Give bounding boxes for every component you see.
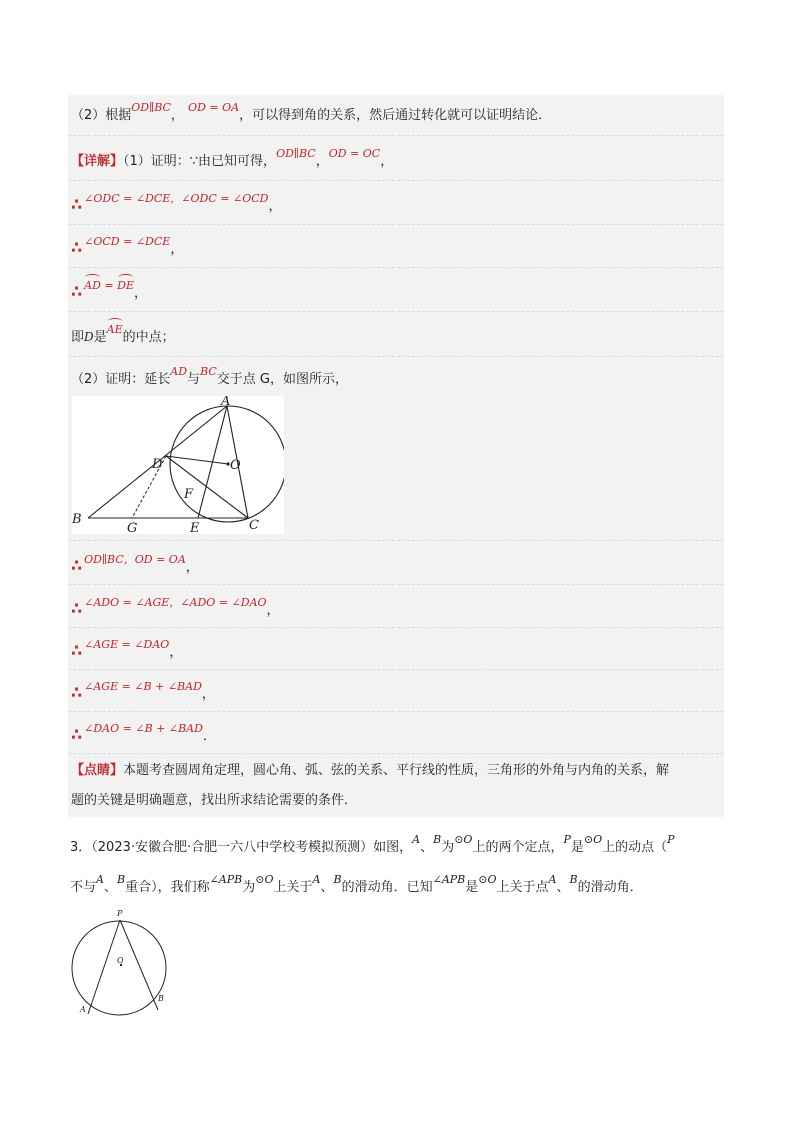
label-B: B (158, 994, 164, 1003)
math: A (312, 873, 321, 886)
step-line (71, 722, 216, 746)
step-line (71, 638, 183, 662)
text: 不与 (70, 880, 97, 895)
text: 重合），我们称 (125, 880, 210, 895)
math: B (333, 873, 342, 886)
step-line (71, 680, 215, 704)
comment-line-2 (71, 792, 357, 810)
text: 即 (71, 330, 85, 345)
part2-line (71, 365, 348, 389)
math: ⊙O (478, 873, 497, 886)
part2-hint (71, 101, 552, 125)
text: ， (185, 560, 199, 575)
divider (68, 711, 724, 712)
text: 、 (103, 880, 117, 895)
text: ， (315, 154, 329, 169)
label-A: A (221, 396, 231, 409)
math: ⊙O (255, 873, 274, 886)
math: OD = OA (188, 101, 240, 114)
label-A: A (80, 1005, 86, 1014)
text: （2）根据 (71, 108, 132, 123)
divider (68, 584, 724, 585)
math: ⊙O (454, 833, 473, 846)
step-line (71, 235, 184, 259)
text: ， (268, 199, 282, 214)
text: 与 (187, 372, 201, 387)
label-O: O (230, 458, 241, 473)
text: 、 (556, 880, 570, 895)
math: A (96, 873, 104, 886)
text: ，可以得到角的关系，然后通过转化就可以证明结论． (239, 108, 552, 123)
divider (68, 669, 724, 670)
text: 为 (441, 840, 455, 855)
divider (68, 135, 724, 136)
math: OD∥BC，OD = OA (84, 553, 186, 566)
comment-tag: 【点睛】 (71, 763, 124, 778)
math: OD∥BC (131, 101, 171, 114)
text: ， (170, 242, 184, 257)
math: ∠APB (432, 873, 466, 886)
therefore-symbol: ∴ (71, 238, 83, 257)
math: ∠AGE = ∠DAO (84, 638, 170, 651)
text: ， (170, 108, 184, 123)
label-E: E (190, 521, 200, 534)
therefore-symbol: ∴ (71, 641, 83, 660)
text: 的滑动角．已知 (341, 880, 433, 895)
text: （1）证明：∵由已知可得， (123, 154, 277, 169)
divider (68, 180, 724, 181)
math: P (563, 833, 571, 846)
step-line (71, 192, 282, 216)
conclusion-line (71, 323, 175, 347)
label-O: O (117, 956, 124, 965)
comment-line (71, 762, 669, 780)
math: OD = OC (328, 147, 381, 160)
text: 上关于点 (496, 880, 549, 895)
text: 交于点 G，如图所示， (216, 372, 348, 387)
therefore-symbol: ∴ (71, 599, 83, 618)
text: 是 (570, 840, 584, 855)
text: （2）证明：延长 (71, 372, 171, 387)
math: ∠OCD = ∠DCE (84, 235, 171, 248)
text: ， (133, 286, 147, 301)
text: ， (201, 687, 215, 702)
text: 为 (242, 880, 256, 895)
geometry-figure-1 (72, 396, 284, 534)
label-P: P (117, 909, 123, 918)
text: 的滑动角． (577, 880, 643, 895)
divider (68, 356, 724, 357)
text: 题的关键是明确题意，找出所求结论需要的条件． (71, 793, 358, 808)
math: AD (170, 365, 188, 378)
math: OD∥BC (276, 147, 316, 160)
therefore-symbol: ∴ (71, 282, 83, 301)
divider (68, 540, 724, 541)
text: （2023·安徽合肥·合肥一六八中学校考模拟预测）如图， (91, 840, 413, 855)
therefore-symbol: ∴ (71, 683, 83, 702)
therefore-symbol: ∴ (71, 556, 83, 575)
text: 、 (420, 840, 434, 855)
step-line (71, 279, 147, 303)
math: B (433, 833, 442, 846)
label-D: D (152, 457, 163, 472)
label-G: G (127, 521, 138, 534)
label-B: B (72, 512, 82, 527)
divider (68, 224, 724, 225)
text: 是 (93, 330, 107, 345)
text: ， (380, 154, 394, 169)
text: 的中点； (122, 330, 175, 345)
text: 本题考查圆周角定理，圆心角、弧、弦的关系、平行线的性质，三角形的外角与内角的关系，解 (123, 763, 670, 778)
arc-math: AE (107, 321, 123, 339)
math: D (84, 330, 94, 344)
text: 上关于 (273, 880, 313, 895)
math: ∠ADO = ∠AGE，∠ADO = ∠DAO (84, 596, 267, 609)
geometry-figure-2 (66, 906, 176, 1022)
therefore-symbol: ∴ (71, 725, 83, 744)
math: A (412, 833, 421, 846)
math: ∠ODC = ∠DCE，∠ODC = ∠OCD (84, 192, 269, 205)
problem-number: 3． (70, 840, 92, 855)
math: P (667, 833, 675, 846)
step-line (71, 596, 280, 620)
math: ∠APB (209, 873, 243, 886)
math: A (548, 873, 557, 886)
math: ∠AGE = ∠B + ∠BAD (84, 680, 202, 693)
math: B (569, 873, 578, 886)
math: BC (200, 365, 217, 378)
label-C: C (249, 518, 259, 533)
text: 上的动点（ (602, 840, 668, 855)
divider (68, 311, 724, 312)
problem3-line1 (70, 833, 675, 857)
step-line (71, 553, 199, 577)
math: B (116, 873, 126, 886)
divider (68, 627, 724, 628)
text: ， (266, 603, 280, 618)
text: ， (169, 645, 183, 660)
arc-math: DE (117, 277, 134, 295)
text: ． (202, 729, 216, 744)
math: = (100, 279, 118, 292)
math: ∠DAO = ∠B + ∠BAD (84, 722, 203, 735)
math: ⊙O (583, 833, 603, 846)
text: 上的两个定点， (472, 840, 564, 855)
label-F: F (184, 487, 194, 502)
divider (68, 267, 724, 268)
therefore-symbol: ∴ (71, 195, 83, 214)
text: 是 (465, 880, 479, 895)
arc-math: AD (84, 277, 101, 295)
detail-line (71, 147, 394, 171)
divider (68, 753, 724, 754)
problem3-line2 (70, 873, 643, 897)
text: 、 (320, 880, 334, 895)
detail-tag: 【详解】 (71, 154, 124, 169)
